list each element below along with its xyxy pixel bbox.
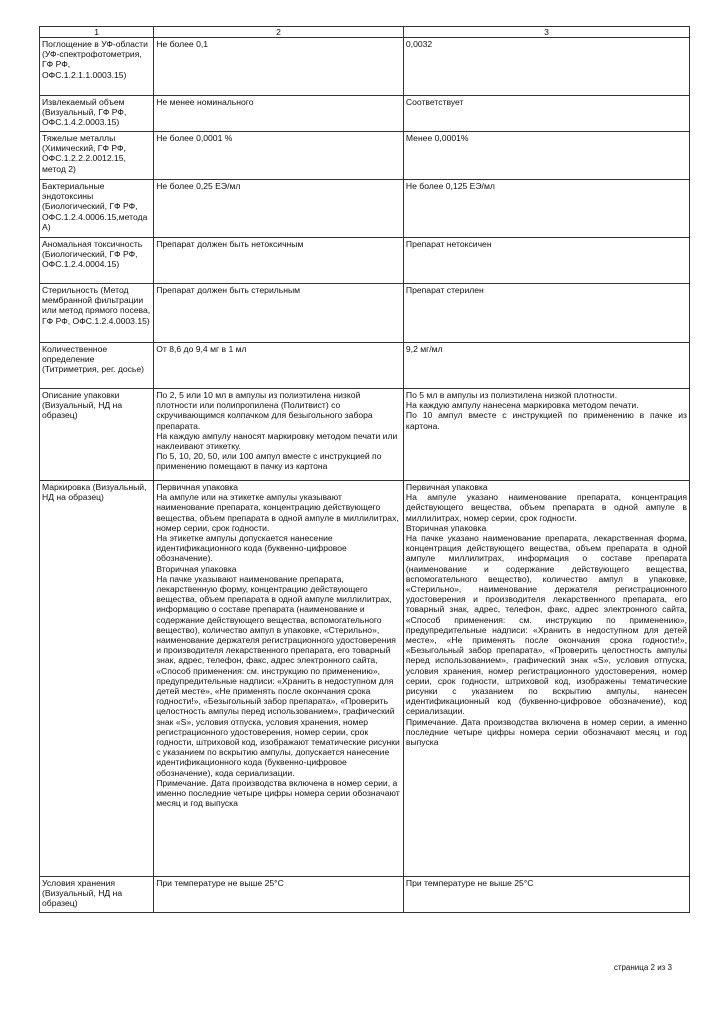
parameter-name: Условия хранения (Визуальный, НД на образец) (40, 877, 154, 913)
parameter-name: Стерильность (Метод мембранной фильтрации или метод прямого посева, ГФ РФ, ОФС.1.2.4.0003.15) (40, 284, 154, 343)
parameter-name: Количественное определение (Титриметрия, рег. досье) (40, 343, 154, 389)
column-number-3: 3 (403, 27, 689, 38)
parameter-name: Поглощение в УФ-области (УФ-спектрофотометрия, ГФ РФ, ОФС.1.2.1.1.0003.15) (40, 38, 154, 96)
table-row (40, 481, 690, 877)
norm-value: От 8,6 до 9,4 мг в 1 мл (154, 343, 404, 389)
parameter-name: Аномальная токсичность (Биологический, ГФ РФ, ОФС.1.2.4.0004.15) (40, 238, 154, 284)
norm-value: Препарат должен быть нетоксичным (154, 238, 404, 284)
norm-value: Не менее номинального (154, 96, 404, 132)
result-value: При температуре не выше 25°С (403, 877, 689, 913)
norm-paragraph: Примечание. Дата производства включена в номер серии, а именно последние четыре цифры номера серии обозначают месяц и год выпуска (156, 777, 400, 809)
norm-paragraph: На этикетке ампулы допускается нанесение идентификационного кода (буквенно-цифровое обозначение). (156, 533, 347, 564)
table-row (40, 284, 690, 343)
table-row (40, 877, 690, 913)
norm-paragraph: На каждую ампулу наносят маркировку методом печати или наклеивают этикетку. (156, 430, 398, 452)
result-value: 0,0032 (403, 38, 689, 96)
result-paragraph: Примечание. Дата производства включена в номер серии, а именно последние четыре цифры номера серии обозначают месяц и год выпуска (405, 716, 687, 748)
result-paragraph: На пачке указано наименование препарата, лекарственная форма, концентрация действующего вещества, объем препарата в одной ампуле миллилитрах, информация о составе препарата (наименование и содержание действующего вещества, вспомогательного вещество), количество ампул в упаковке, «Стерильно», наименование держателя регистрационного удостоверения и производителя лекарственного препарата, его товарный знак, адрес, телефон, факс, адрес электронного сайта, «Способ применения: см. инструкцию по применению», предупредительные надписи: «Хранить в недоступном для детей месте», «Не применять после окончания срока годности!», «Безыгольный забор препарата», «Проверить целостность ампулы перед использованием», графический знак «S», условия отпуска, условия хранения, номер регистрационного удостоверения, номер серии, срок годности, штриховой код, изображены тематические рисунки с указанием по вскрытию ампулы, нанесен идентификационный код (буквенно-цифровое обозначение), код сериализации. (405, 533, 687, 717)
table-row (40, 389, 690, 481)
result-paragraph: Первичная упаковка (405, 482, 488, 492)
parameter-name: Описание упаковки (Визуальный, НД на образец) (40, 389, 154, 481)
table-row (40, 180, 690, 238)
result-paragraph: По 5 мл в ампулы из полиэтилена низкой плотности. (405, 390, 618, 400)
norm-value: Не более 0,1 (154, 38, 404, 96)
norm-paragraph: Вторичная упаковка (156, 563, 237, 574)
result-paragraph: На каждую ампулу нанесена маркировка методом печати. (405, 400, 639, 411)
table-header-row (40, 27, 690, 38)
norm-value: Не более 0,25 ЕЭ/мл (154, 180, 404, 238)
table-row (40, 96, 690, 132)
result-value: Не более 0,125 ЕЭ/мл (403, 180, 689, 238)
column-number-2: 2 (154, 27, 404, 38)
result-value: Препарат нетоксичен (403, 238, 689, 284)
result-paragraph: На ампуле указано наименование препарата, концентрация действующего вещества, объем препарата в одной ампуле в миллилитрах, номер серии, срок годности. (405, 492, 687, 523)
table-row (40, 38, 690, 96)
result-paragraph: Вторичная упаковка (405, 522, 487, 533)
specification-table (39, 26, 690, 913)
norm-paragraph: На пачке указывают наименование препарата, лекарственную форму, концентрацию действующего вещества, объем препарата в одной ампуле миллилитрах, информацию о составе препарата (наименование и содержание действующего вещества, вспомогательного вещество), количество ампул в упаковке, «Стерильно», наименование держателя регистрационного удостоверения и производителя лекарственного препарата, его товарный знак, адрес, телефон, факс, адрес электронного сайта, «Способ применения: см. инструкцию по применению», предупредительные надписи: «Хранить в недоступном для детей месте», «Не применять после окончания срока годности!», «Безыгольный забор препарата», «Проверить целостность ампулы перед использованием», графический знак «S», условия отпуска, условия хранения, номер регистрационного удостоверения, номер серии, срок годности, штриховой код, изображают тематические рисунки с указанием по вскрытию ампулы, допускается нанесение идентификационного кода (буквенно-цифровое обозначение), кода сериализации. (156, 573, 400, 778)
norm-paragraph: Первичная упаковка (156, 482, 239, 492)
parameter-name: Извлекаемый объем (Визуальный, ГФ РФ, ОФС.1.4.2.0003.15) (40, 96, 154, 132)
table-row (40, 343, 690, 389)
result-value: Препарат стерилен (403, 284, 689, 343)
parameter-name: Маркировка (Визуальный, НД на образец) (40, 481, 154, 877)
norm-value (154, 481, 404, 877)
result-value: Менее 0,0001% (403, 132, 689, 180)
norm-paragraph: По 2, 5 или 10 мл в ампулы из полиэтилена низкой плотности или полипропилена (Политвист) со скручивающимся колпачком для безыгольного забора препарата. (156, 390, 373, 431)
norm-value: Препарат должен быть стерильным (154, 284, 404, 343)
table-row (40, 238, 690, 284)
result-value: Соответствует (403, 96, 689, 132)
column-number-1: 1 (40, 27, 154, 38)
result-value (403, 481, 689, 877)
result-value: 9,2 мг/мл (403, 343, 689, 389)
norm-paragraph: На ампуле или на этикетке ампулы указывают наименование препарата, концентрацию действующего вещества, объем препарата в одной ампуле в миллилитрах, номер серии, срок годности. (156, 492, 399, 533)
norm-value: Не более 0,0001 % (154, 132, 404, 180)
parameter-name: Тяжелые металлы (Химический, ГФ РФ, ОФС.1.2.2.2.0012.15, метод 2) (40, 132, 154, 180)
result-value (403, 389, 689, 481)
norm-value: При температуре не выше 25°С (154, 877, 404, 913)
parameter-name: Бактериальные эндотоксины (Биологический, ГФ РФ, ОФС.1.2.4.0006.15,метода А) (40, 180, 154, 238)
table-row (40, 132, 690, 180)
result-paragraph: По 10 ампул вместе с инструкцией по применению в пачке из картона. (405, 410, 687, 431)
page-number: страница 2 из 3 (613, 963, 672, 972)
norm-value (154, 389, 404, 481)
norm-paragraph: По 5, 10, 20, 50, или 100 ампул вместе с инструкцией по применению помещают в пачку из картона (156, 451, 382, 472)
